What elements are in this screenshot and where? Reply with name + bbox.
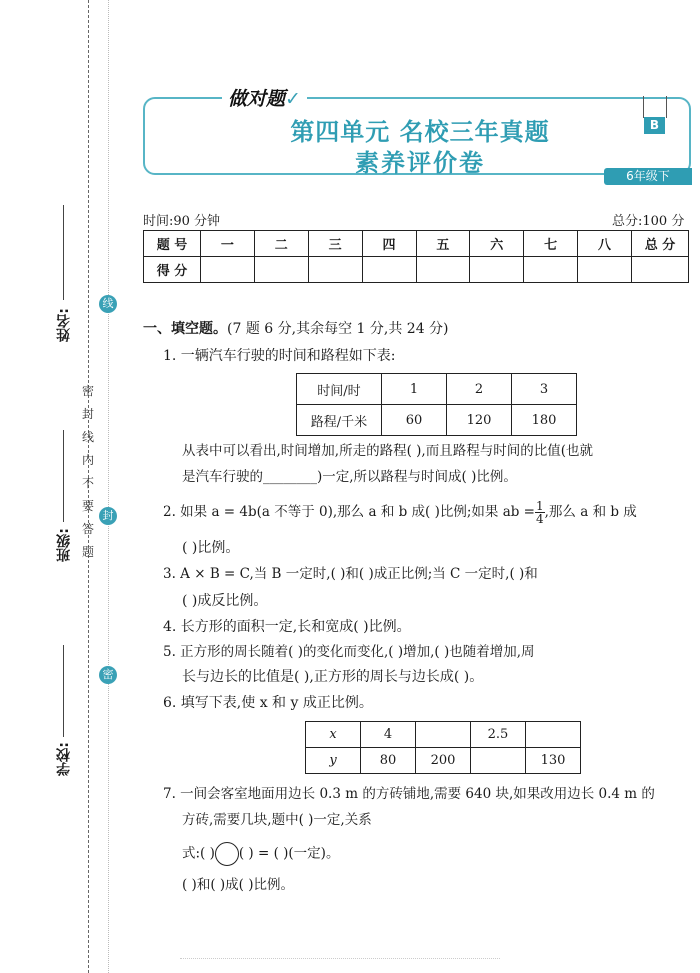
table-cell: 120	[447, 405, 512, 436]
table-cell: 1	[382, 374, 447, 405]
table-row	[297, 374, 577, 405]
table-cell[interactable]	[471, 748, 526, 774]
score-cell[interactable]	[416, 257, 470, 283]
school-label: 学校:	[56, 742, 72, 776]
header-cell: 五	[416, 231, 470, 257]
page-title: 第四单元 名校三年真题	[290, 118, 550, 146]
q4-line1: 4. 长方形的面积一定,长和宽成( )比例。	[163, 619, 411, 635]
q3-line2: ( )成反比例。	[182, 593, 268, 609]
header-cell: 二	[254, 231, 308, 257]
class-field[interactable]	[63, 430, 64, 522]
score-cell[interactable]	[254, 257, 308, 283]
name-label: 姓名:	[56, 308, 72, 342]
brand-text: 做对题	[228, 88, 286, 110]
table-cell: 路程/千米	[297, 405, 382, 436]
fraction-numerator: 1	[536, 499, 544, 513]
q7-text-b: ( ) = ( )(一定)。	[238, 845, 340, 862]
table-cell[interactable]	[526, 722, 581, 748]
section-title-bold: 一、填空题。	[143, 321, 227, 337]
score-cell[interactable]	[578, 257, 632, 283]
table-cell: 130	[526, 748, 581, 774]
q7-line4: ( )和( )成( )比例。	[182, 877, 294, 893]
grade-tag: 6年级下	[604, 168, 692, 185]
q6-table	[305, 721, 581, 774]
seal-mark-secret: 密	[99, 666, 117, 684]
q6-line1: 6. 填写下表,使 x 和 y 成正比例。	[163, 695, 373, 711]
row-label: 得 分	[144, 257, 201, 283]
table-row	[297, 405, 577, 436]
table-cell: 180	[512, 405, 577, 436]
fraction-denominator: 4	[536, 512, 544, 526]
q1-table	[296, 373, 577, 436]
badge-string-icon	[643, 96, 667, 118]
header-cell: 六	[470, 231, 524, 257]
table-row	[144, 257, 689, 283]
score-table	[143, 230, 689, 283]
score-cell[interactable]	[362, 257, 416, 283]
footer-divider	[180, 958, 500, 959]
table-cell: y	[306, 748, 361, 774]
q5-line2: 长与边长的比值是( ),正方形的周长与边长成( )。	[182, 669, 484, 685]
q1-line2: 从表中可以看出,时间增加,所走的路程( ),而且路程与时间的比值(也就	[182, 443, 593, 459]
q5-line1: 5. 正方形的周长随着( )的变化而变化,( )增加,( )也随着增加,周	[163, 644, 535, 660]
header-cell: 题 号	[144, 231, 201, 257]
name-field[interactable]	[63, 205, 64, 300]
header-cell: 三	[308, 231, 362, 257]
section-title-note: (7 题 6 分,其余每空 1 分,共 24 分)	[227, 321, 449, 337]
check-icon: ✓	[285, 88, 301, 110]
section-title	[143, 318, 449, 338]
header-cell: 八	[578, 231, 632, 257]
seal-mark-seal: 封	[99, 507, 117, 525]
score-cell[interactable]	[308, 257, 362, 283]
table-cell: 4	[361, 722, 416, 748]
seal-dotted-line	[108, 0, 109, 973]
total-score: 总分:100 分	[612, 214, 685, 229]
table-cell: 时间/时	[297, 374, 382, 405]
time-limit: 时间:90 分钟	[143, 214, 221, 229]
q2-text-b: ,那么 a 和 b 成	[544, 504, 637, 520]
q2-text-a: 2. 如果 a = 4b(a 不等于 0),那么 a 和 b 成( )比例;如果 ab =	[163, 504, 535, 520]
score-cell[interactable]	[470, 257, 524, 283]
header-cell: 总 分	[632, 231, 689, 257]
q1-stem: 1. 一辆汽车行驶的时间和路程如下表:	[163, 348, 396, 364]
table-cell: x	[306, 722, 361, 748]
table-cell[interactable]	[416, 722, 471, 748]
q1-line3: 是汽车行驶的________)一定,所以路程与时间成( )比例。	[182, 469, 517, 485]
table-row	[306, 748, 581, 774]
q2-line2: ( )比例。	[182, 540, 240, 556]
brand-logo	[222, 84, 307, 110]
table-row	[306, 722, 581, 748]
table-row	[144, 231, 689, 257]
header-cell: 一	[201, 231, 255, 257]
fraction	[535, 500, 545, 525]
header-cell: 四	[362, 231, 416, 257]
table-cell: 60	[382, 405, 447, 436]
q7-text-a: 式:( )	[182, 845, 215, 862]
header-cell: 七	[524, 231, 578, 257]
q7-line1: 7. 一间会客室地面用边长 0.3 m 的方砖铺地,需要 640 块,如果改用边长 0.4 m 的	[163, 786, 655, 802]
score-cell[interactable]	[632, 257, 689, 283]
class-label: 班级:	[56, 528, 72, 562]
table-cell: 3	[512, 374, 577, 405]
operator-circle-blank[interactable]	[215, 842, 239, 866]
score-cell[interactable]	[201, 257, 255, 283]
seal-mark-line: 线	[99, 295, 117, 313]
table-cell: 200	[416, 748, 471, 774]
table-cell: 2	[447, 374, 512, 405]
q7-line3	[182, 842, 339, 866]
table-cell: 80	[361, 748, 416, 774]
page-subtitle: 素养评价卷	[355, 149, 485, 177]
seal-warning-text: 密 封 线 内 不 要 答 题	[82, 384, 95, 559]
school-field[interactable]	[63, 645, 64, 737]
score-cell[interactable]	[524, 257, 578, 283]
q2-line1	[163, 500, 637, 525]
table-cell: 2.5	[471, 722, 526, 748]
q7-line2: 方砖,需要几块,题中( )一定,关系	[182, 812, 372, 828]
q3-line1: 3. A × B = C,当 B 一定时,( )和( )成正比例;当 C 一定时,( )和	[163, 566, 538, 582]
version-badge: B	[644, 117, 665, 134]
